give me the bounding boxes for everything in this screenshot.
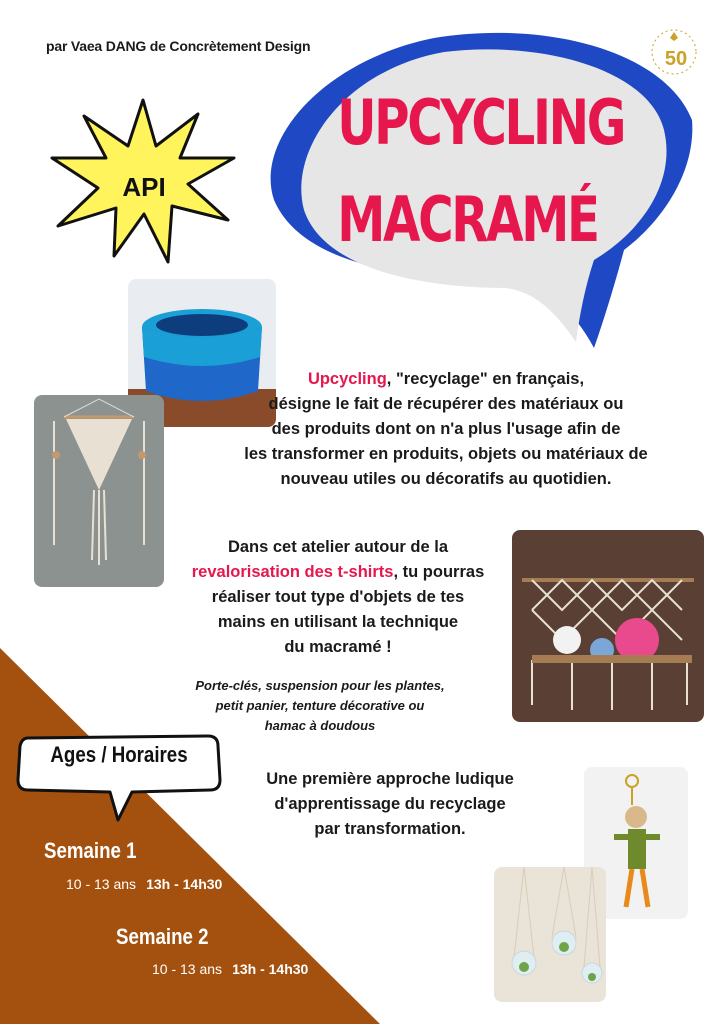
examples-line-3: hamac à doudous — [264, 718, 376, 733]
week-2-ages: 10 - 13 ans — [152, 961, 223, 977]
approach-line-1: Une première approche ludique — [266, 770, 514, 788]
week-2-label: Semaine 2 — [116, 924, 209, 949]
revalorisation-keyword: revalorisation des t-shirts — [191, 563, 394, 581]
intro-line-1-rest: , "recyclage" en français, — [386, 370, 585, 388]
logo-number: 50 — [664, 48, 688, 70]
intro-line-2: désigne le fait de récupérer des matériaux ou — [268, 395, 624, 413]
intro-line-4: les transformer en produits, objets ou matériaux de — [244, 445, 648, 463]
workshop-paragraph — [160, 535, 516, 660]
upcycling-keyword: Upcycling — [307, 370, 387, 388]
examples-line-2: petit panier, tenture décorative ou — [215, 698, 425, 713]
week-1-schedule — [66, 876, 222, 892]
examples-line-1: Porte-clés, suspension pour les plantes, — [195, 678, 445, 693]
workshop-line-2-rest: , tu pourras — [393, 563, 485, 581]
workshop-line-5: du macramé ! — [284, 638, 392, 656]
week-2-schedule — [152, 961, 308, 977]
schedule-heading: Ages / Horaires — [50, 742, 188, 767]
intro-paragraph — [196, 367, 696, 492]
approach-line-2: d'apprentissage du recyclage — [274, 795, 506, 813]
title-line-1: UPCYCLING — [337, 86, 625, 159]
toy-hammock-photo — [512, 530, 704, 722]
badge-label: API — [122, 172, 166, 202]
workshop-line-1: Dans cet atelier autour de la — [227, 538, 449, 556]
workshop-line-4: mains en utilisant la technique — [217, 613, 459, 631]
intro-line-1 — [196, 367, 696, 392]
title-line-2: MACRAMÉ — [337, 183, 598, 256]
approach-line-3: par transformation. — [314, 820, 466, 838]
workshop-line-2 — [160, 560, 516, 585]
intro-line-3: des produits dont on n'a plus l'usage afin de — [271, 420, 621, 438]
plant-hangers-photo — [494, 867, 606, 1002]
week-1-ages: 10 - 13 ans — [66, 876, 137, 892]
week-1-label: Semaine 1 — [44, 838, 137, 863]
workshop-line-3: réaliser tout type d'objets de tes — [211, 588, 465, 606]
week-1-time: 13h - 14h30 — [146, 876, 223, 892]
wall-hanging-photo — [34, 395, 164, 587]
author-credit: par Vaea DANG de Concrètement Design — [46, 38, 311, 54]
week-2-time: 13h - 14h30 — [232, 961, 309, 977]
intro-line-5: nouveau utiles ou décoratifs au quotidien. — [280, 470, 612, 488]
